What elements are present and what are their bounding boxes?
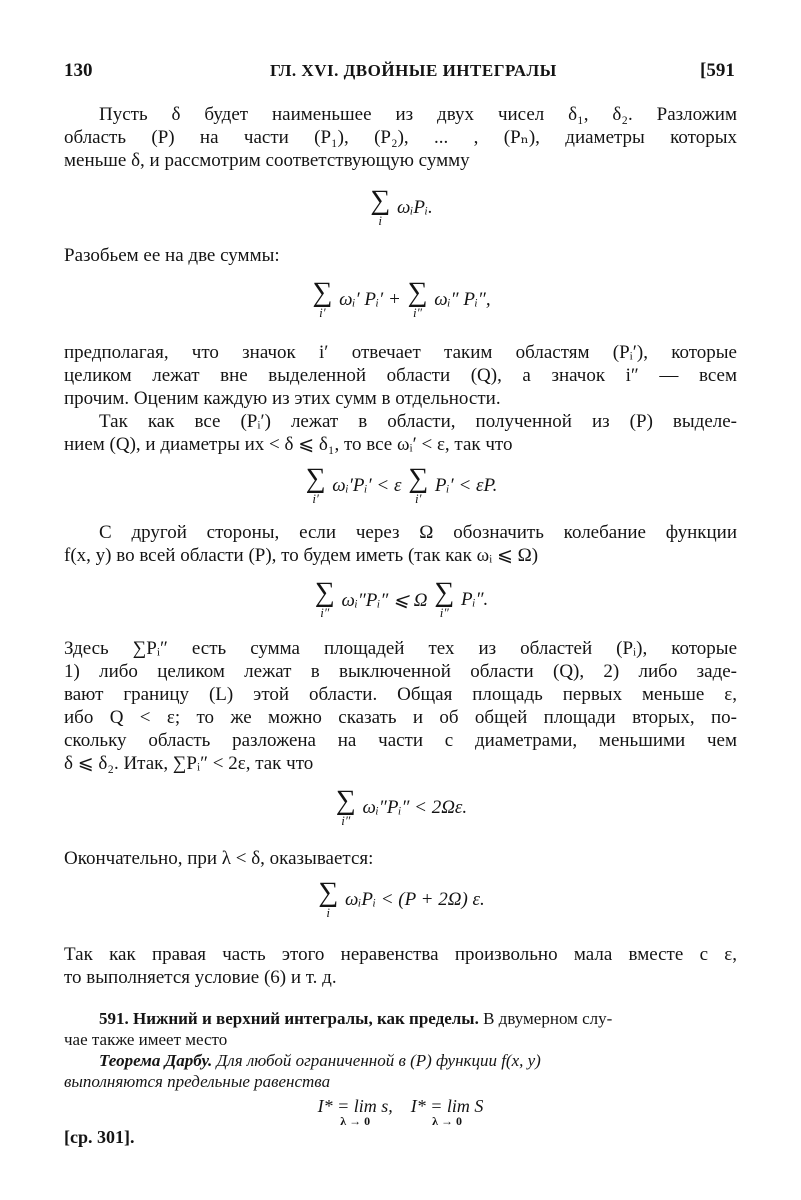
text-line: нием (Q), и диаметры их < δ ⩽ δ₁, то все ωᵢ′ < ε, так что [64,434,513,455]
theorem-line [99,1050,737,1072]
text-line: 1) либо целиком лежат в выключенной области (Q), 2) либо заде- [64,661,737,682]
formula-body: Pᵢ″. [460,589,489,610]
formula-body: ωᵢ″Pᵢ″ ⩽ Ω [341,589,428,611]
sum-index: i″ [439,605,449,620]
text-line: Пусть δ будет наименьшее из двух чисел δ₁, δ₂. Разложим [99,104,737,125]
sum-index: i″ [320,605,330,620]
formula-body: ωᵢ″Pᵢ″ < 2Ωε. [362,797,468,818]
text-line: Разобьем ее на две суммы: [64,245,280,266]
text-line: Так как все (Pᵢ′) лежат в области, полученной из (P) выделе- [99,411,737,432]
theorem-text-line: выполняются предельные равенства [64,1072,331,1091]
page-number: 130 [64,60,93,81]
sum-index: i [378,213,383,228]
text-line: прочим. Оценим каждую из этих сумм в отдельности. [64,388,501,409]
text-line: ибо Q < ε; то же можно сказать и об общей площади вторых, по- [64,707,737,728]
sum-symbol: ∑ [312,277,333,308]
sum-symbol: ∑ [314,577,335,608]
formula-estimate-1 [64,463,737,506]
sum-index: i′ [319,305,326,320]
text-line: предполагая, что значок i′ отвечает таким областям (Pᵢ′), которые [64,342,737,363]
section-reference: [591 [700,60,735,81]
sum-index: i″ [412,305,423,320]
formula-body: ωᵢPᵢ. [396,197,433,218]
limit-upper: I* = lim S [410,1096,484,1116]
formula-body: Pᵢ′ < εP. [434,475,498,496]
text-line: δ ⩽ δ₂. Итак, ∑Pᵢ″ < 2ε, так что [64,753,314,774]
section-intro: В двумерном слу- [483,1009,613,1028]
text-line: то выполняется условие (6) и т. д. [64,967,337,988]
text-line: f(x, y) во всей области (P), то будем иметь (так как ωᵢ ⩽ Ω) [64,545,539,566]
sum-symbol: ∑ [434,577,455,608]
sum-index: i′ [414,491,422,506]
formula-body: ωᵢPᵢ < (P + 2Ω) ε. [344,889,485,910]
formula-sum-1 [64,185,737,228]
sum-index: i [326,905,331,920]
sum-symbol: ∑ [370,185,391,216]
sum-index: i″ [341,813,351,828]
cross-reference: [ср. 301]. [64,1127,135,1147]
text-line: меньше δ, и рассмотрим соответствующую сумму [64,150,470,171]
limit-sub: λ → 0 [340,1114,371,1128]
section-title: 591. Нижний и верхний интегралы, как пределы. [99,1009,479,1028]
formula-body: ωᵢ′ Pᵢ′ + [339,289,401,310]
theorem-name: Теорема Дарбу. [99,1051,213,1070]
theorem-text: Для любой ограниченной в (P) функции f(x, y) [216,1051,541,1070]
formula-body: ωᵢ′Pᵢ′ < ε [332,475,402,496]
section-heading-line [99,1008,737,1030]
text-line: Так как правая часть этого неравенства произвольно мала вместе с ε, [64,944,737,965]
text-line: скольку область разложена на части с диаметрами, меньшими чем [64,730,737,751]
chapter-title: ГЛ. XVI. ДВОЙНЫЕ ИНТЕГРАЛЫ [270,61,557,80]
formula-body: ωᵢ″ Pᵢ″, [434,289,491,310]
text-line: вают границу (L) этой области. Общая площадь первых меньше ε, [64,684,737,705]
sum-symbol: ∑ [318,877,339,908]
formula-estimate-2 [64,577,737,620]
sum-symbol: ∑ [408,463,429,494]
sum-symbol: ∑ [407,277,428,308]
limit-sub: λ → 0 [432,1114,463,1128]
text-line: Здесь ∑Pᵢ″ есть сумма площадей тех из областей (Pᵢ), которые [64,638,737,659]
formula-darboux [64,1097,737,1127]
formula-sum-split [64,277,737,320]
text-line: Окончательно, при λ < δ, оказывается: [64,848,374,869]
formula-estimate-3 [64,785,737,828]
text-line: область (P) на части (P₁), (P₂), ... , (Pₙ), диаметры которых [64,127,737,148]
sum-symbol: ∑ [305,463,326,494]
limit-lower: I* = lim s, [317,1096,393,1116]
text-line: целиком лежат вне выделенной области (Q), а значок i″ — всем [64,365,737,386]
sum-index: i′ [312,491,319,506]
formula-final [64,877,737,920]
text-line: С другой стороны, если через Ω обозначить колебание функции [99,522,737,543]
text-line: чае также имеет место [64,1030,228,1049]
sum-symbol: ∑ [335,785,356,816]
